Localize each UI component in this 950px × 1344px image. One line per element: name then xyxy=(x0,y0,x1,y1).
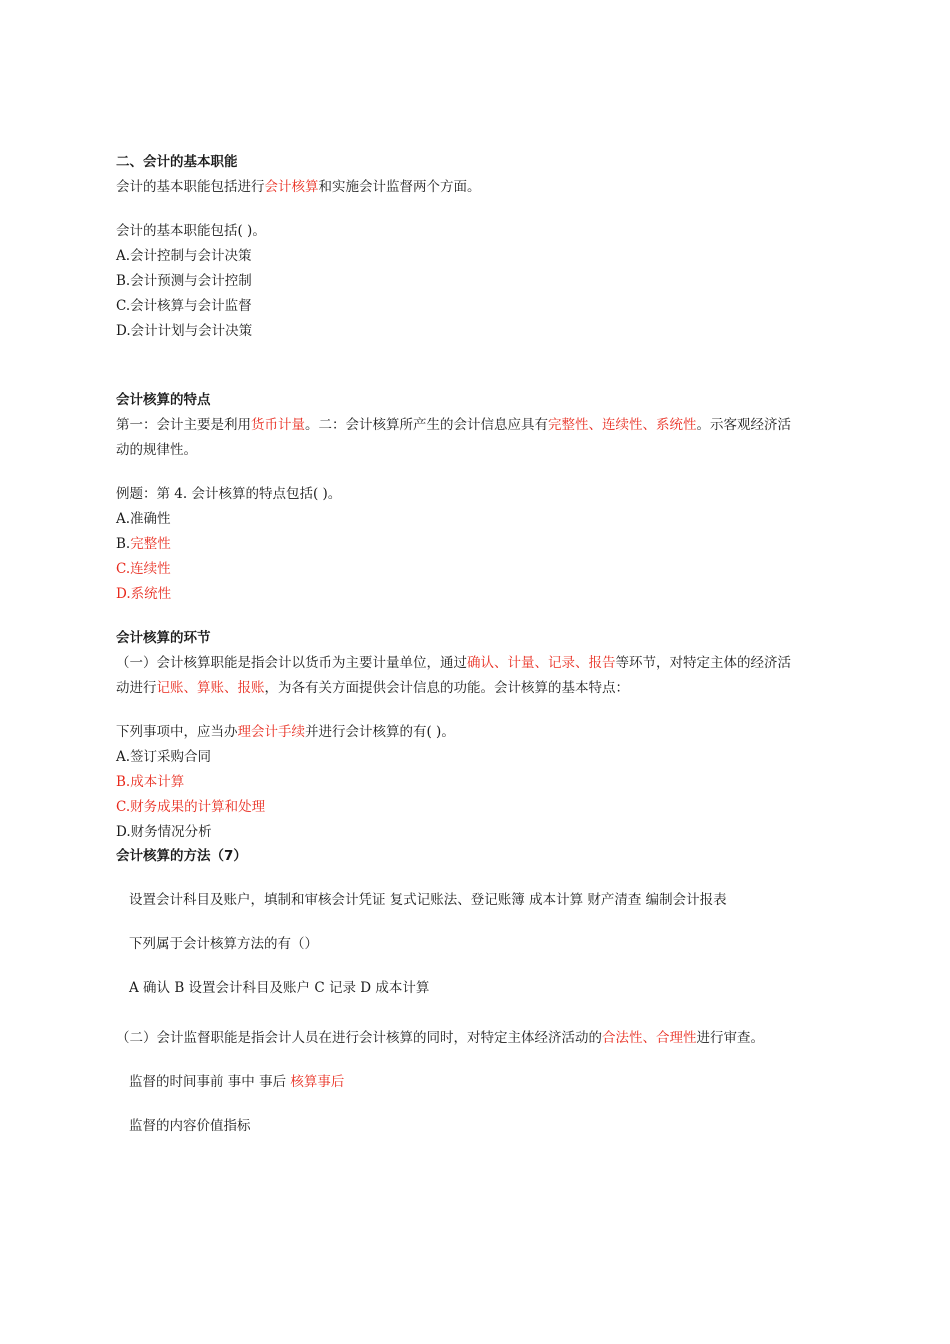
highlight-text: 财务成果的计算和处理 xyxy=(130,799,266,815)
highlight-text: 确认、计量、记录、报告 xyxy=(467,655,616,671)
characteristics-paragraph-line2: 动的规律性。 xyxy=(116,442,197,458)
highlight-text: 完整性、连续性、系统性 xyxy=(548,417,697,433)
option-b: B.成本计算 xyxy=(116,774,185,790)
question-options: A 确认 B 设置会计科目及账户 C 记录 D 成本计算 xyxy=(129,980,430,996)
question-text: 下列属于会计核算方法的有（） xyxy=(129,936,318,952)
option-a: A.准确性 xyxy=(116,511,171,527)
highlight-text: 理会计手续 xyxy=(237,724,305,740)
question-text: 会计的基本职能包括( )。 xyxy=(116,223,266,239)
highlight-text: 完整性 xyxy=(130,536,171,552)
highlight-text: 合法性、合理性 xyxy=(602,1030,697,1046)
option-b: B.完整性 xyxy=(116,536,171,552)
highlight-text: 记账、算账、报账 xyxy=(156,680,265,696)
section-title-methods: 会计核算的方法（7） xyxy=(116,848,247,864)
option-a: A.签订采购合同 xyxy=(116,749,212,765)
highlight-text: 会计核算 xyxy=(264,179,319,195)
supervision-paragraph: （二）会计监督职能是指会计人员在进行会计核算的同时，对特定主体经济活动的合法性、合理性进行审查。 xyxy=(116,1030,764,1046)
stages-paragraph-line1: （一）会计核算职能是指会计以货币为主要计量单位，通过确认、计量、记录、报告等环节，对特定主体的经济活 xyxy=(116,655,791,671)
option-d: D.财务情况分析 xyxy=(116,824,212,840)
question-text: 下列事项中，应当办理会计手续并进行会计核算的有( )。 xyxy=(116,724,455,740)
option-d: D.会计计划与会计决策 xyxy=(116,323,253,339)
section-title-stages: 会计核算的环节 xyxy=(116,630,211,646)
highlight-text: 货币计量 xyxy=(251,417,305,433)
characteristics-paragraph-line1: 第一：会计主要是利用货币计量。二：会计核算所产生的会计信息应具有完整性、连续性、系统性。示客观经济活 xyxy=(116,417,791,433)
option-a: A.会计控制与会计决策 xyxy=(116,248,252,264)
section-title-basic-functions: 二、会计的基本职能 xyxy=(116,154,238,170)
methods-list: 设置会计科目及账户，填制和审核会计凭证 复式记账法、登记账簿 成本计算 财产清查 编制会计报表 xyxy=(129,892,727,908)
option-c: C.财务成果的计算和处理 xyxy=(116,799,266,815)
option-c: C.连续性 xyxy=(116,561,171,577)
highlight-text: 核算事后 xyxy=(290,1074,345,1090)
question-text: 例题：第 4. 会计核算的特点包括( )。 xyxy=(116,486,342,502)
option-c: C.会计核算与会计监督 xyxy=(116,298,252,314)
section-title-characteristics: 会计核算的特点 xyxy=(116,392,211,408)
option-b: B.会计预测与会计控制 xyxy=(116,273,252,289)
option-d: D.系统性 xyxy=(116,586,172,602)
supervision-timing: 监督的时间事前 事中 事后 核算事后 xyxy=(129,1074,345,1090)
stages-paragraph-line2: 动进行记账、算账、报账，为各有关方面提供会计信息的功能。会计核算的基本特点： xyxy=(116,680,629,696)
basic-functions-statement: 会计的基本职能包括进行会计核算和实施会计监督两个方面。 xyxy=(116,179,481,195)
supervision-content: 监督的内容价值指标 xyxy=(129,1118,251,1134)
